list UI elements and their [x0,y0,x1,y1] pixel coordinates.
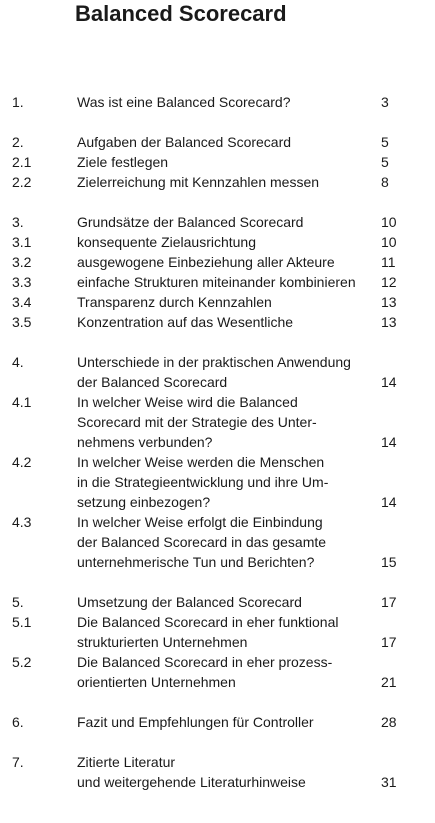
toc-entry-title-line: In welcher Weise wird die Balanced [77,394,298,410]
toc-entry-title [77,212,377,232]
toc-entry-page-number: 17 [381,634,397,650]
toc-entry-title-line: der Balanced Scorecard in das gesamte [77,534,327,550]
toc-entry-title [77,312,377,332]
toc-entry-number: 7. [12,754,24,770]
toc-entry-title-line: der Balanced Scorecard [77,374,228,390]
toc-entry-page-number: 14 [381,434,397,450]
toc-entry-title-line: Scorecard mit der Strategie des Unter- [77,414,317,430]
toc-entry-title-line: Ziele festlegen [77,154,169,170]
toc-entry-title [77,612,377,652]
toc-entry-page-number: 13 [381,314,397,330]
toc-entry-page-number: 5 [381,134,389,150]
toc-entry-title [77,392,377,452]
toc-entry-title-line: in die Strategieentwicklung und ihre Um- [77,474,329,490]
toc-entry-page-number: 10 [381,214,397,230]
toc-entry-title [77,292,377,312]
page-title: Balanced Scorecard [75,1,287,26]
toc-entry-title [77,92,377,112]
toc-entry-title-line: Unterschiede in der praktischen Anwendung [77,354,351,370]
toc-entry-number: 5.2 [12,654,32,670]
toc-entry-title [77,752,377,792]
toc-entry [0,712,435,732]
toc-entry-title-line: Konzentration auf das Wesentliche [77,314,294,330]
toc-entry-title [77,252,377,272]
toc-entry [0,252,435,272]
toc-entry-title-line: Grundsätze der Balanced Scorecard [77,214,304,230]
toc-entry [0,232,435,252]
toc-entry-title-line: Transparenz durch Kennzahlen [77,294,272,310]
toc-entry-number: 5.1 [12,614,32,630]
toc-entry-page-number: 8 [381,174,389,190]
toc-entry-title [77,652,377,692]
toc-entry [0,392,435,452]
table-of-contents [0,92,435,792]
toc-entry-page-number: 14 [381,374,397,390]
toc-entry [0,592,435,612]
toc-entry-title [77,132,377,152]
toc-entry-number: 3.3 [12,274,32,290]
toc-entry-title-line: Fazit und Empfehlungen für Controller [77,714,314,730]
toc-entry-title-line: Die Balanced Scorecard in eher funktional [77,614,339,630]
toc-entry-title-line: konsequente Zielausrichtung [77,234,257,250]
toc-entry-title [77,592,377,612]
toc-entry-title [77,272,377,292]
toc-entry-number: 4.2 [12,454,32,470]
toc-entry-page-number: 5 [381,154,389,170]
toc-entry-number: 2.2 [12,174,32,190]
toc-entry-title-line: Zitierte Literatur [77,754,176,770]
toc-entry-title [77,172,377,192]
toc-entry-title-line: In welcher Weise werden die Menschen [77,454,325,470]
toc-entry-title-line: strukturierten Unternehmen [77,634,248,650]
toc-entry-title-line: setzung einbezogen? [77,494,211,510]
toc-entry-page-number: 12 [381,274,397,290]
toc-entry [0,752,435,792]
toc-entry-title-line: Zielerreichung mit Kennzahlen messen [77,174,320,190]
toc-entry-title-line: In welcher Weise erfolgt die Einbindung [77,514,323,530]
toc-entry [0,612,435,652]
toc-entry [0,292,435,312]
toc-entry-page-number: 31 [381,774,397,790]
toc-spacer [0,732,435,752]
toc-entry-page-number: 28 [381,714,397,730]
toc-entry-page-number: 17 [381,594,397,610]
toc-entry-number: 3. [12,214,24,230]
toc-entry-title-line: unternehmerische Tun und Berichten? [77,554,315,570]
toc-entry [0,512,435,572]
toc-entry-number: 3.1 [12,234,32,250]
toc-entry-title [77,512,377,572]
toc-entry [0,352,435,392]
toc-spacer [0,332,435,352]
toc-entry-number: 6. [12,714,24,730]
toc-entry-page-number: 3 [381,94,389,110]
toc-entry-title [77,152,377,172]
toc-entry-title-line: und weitergehende Literaturhinweise [77,774,306,790]
toc-entry [0,452,435,512]
toc-entry-title-line: ausgewogene Einbeziehung aller Akteure [77,254,335,270]
toc-entry-title-line: Was ist eine Balanced Scorecard? [77,94,291,110]
toc-entry [0,272,435,292]
toc-entry-page-number: 11 [381,254,396,270]
toc-entry-number: 3.2 [12,254,32,270]
toc-entry-number: 1. [12,94,24,110]
toc-entry-number: 4.1 [12,394,32,410]
toc-entry [0,152,435,172]
toc-spacer [0,112,435,132]
toc-entry [0,312,435,332]
toc-entry-title-line: orientierten Unternehmen [77,674,236,690]
toc-entry [0,132,435,152]
toc-entry [0,172,435,192]
toc-entry-number: 2. [12,134,24,150]
toc-entry-number: 4. [12,354,24,370]
toc-entry-page-number: 14 [381,494,397,510]
toc-entry-title-line: Die Balanced Scorecard in eher prozess- [77,654,333,670]
toc-entry-page-number: 10 [381,234,397,250]
toc-entry-number: 3.4 [12,294,32,310]
toc-entry-page-number: 13 [381,294,397,310]
toc-entry-title [77,712,377,732]
toc-entry-title-line: Aufgaben der Balanced Scorecard [77,134,292,150]
toc-entry-number: 4.3 [12,514,32,530]
toc-entry [0,652,435,692]
toc-entry [0,212,435,232]
toc-spacer [0,192,435,212]
toc-entry [0,92,435,112]
toc-entry-number: 2.1 [12,154,32,170]
toc-spacer [0,692,435,712]
toc-entry-page-number: 21 [381,674,397,690]
toc-entry-title [77,352,377,392]
toc-spacer [0,572,435,592]
toc-entry-number: 5. [12,594,24,610]
toc-entry-title-line: nehmens verbunden? [77,434,213,450]
toc-entry-number: 3.5 [12,314,32,330]
toc-entry-title-line: Umsetzung der Balanced Scorecard [77,594,302,610]
toc-entry-title-line: einfache Strukturen miteinander kombinieren [77,274,356,290]
toc-entry-title [77,452,377,512]
toc-entry-page-number: 15 [381,554,397,570]
toc-entry-title [77,232,377,252]
